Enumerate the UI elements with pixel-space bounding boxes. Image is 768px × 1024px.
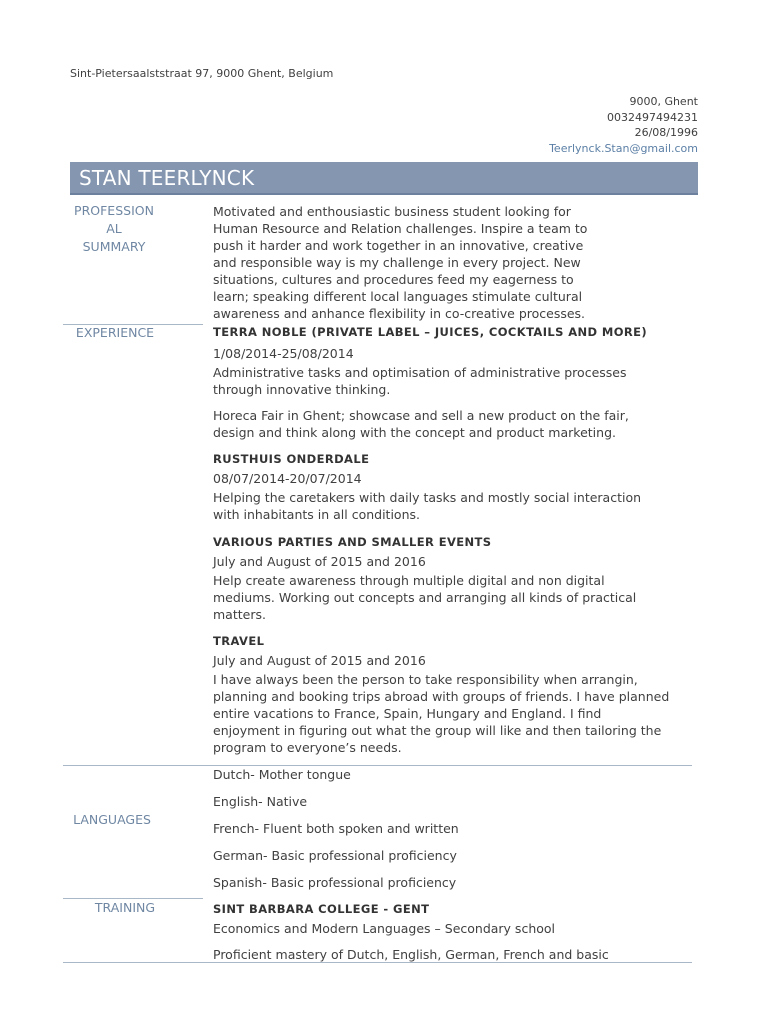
job-description-line: Helping the caretakers with daily tasks and mostly social interaction (213, 490, 642, 505)
contact-birthdate: 26/08/1996 (634, 126, 698, 139)
job-organization: VARIOUS PARTIES AND SMALLER EVENTS (213, 535, 492, 549)
experience-job (213, 633, 703, 756)
job-description (213, 407, 693, 441)
job-description-line: Horeca Fair in Ghent; showcase and sell a new product on the fair, (213, 408, 629, 423)
training-entry (213, 901, 693, 963)
name-banner (70, 162, 698, 195)
job-organization: TRAVEL (213, 634, 265, 648)
summary-label-line: PROFESSION (74, 203, 154, 218)
contact-block (549, 94, 698, 156)
summary-line: Motivated and enthousiastic business student looking for (213, 204, 571, 219)
job-description-line: matters. (213, 607, 266, 622)
job-description-line: enjoyment in figuring out what the group will like and then tailoring the (213, 723, 662, 738)
language-item: German- Basic professional proficiency (213, 848, 457, 863)
summary-label-line: AL (106, 221, 122, 236)
experience-label: EXPERIENCE (75, 325, 155, 340)
summary-label-line: SUMMARY (82, 239, 146, 254)
section-divider (63, 765, 692, 766)
summary-line: learn; speaking different local languages stimulate cultural (213, 289, 583, 304)
job-description (213, 671, 703, 756)
contact-email-link[interactable]: Teerlynck.Stan@gmail.com (549, 141, 698, 155)
job-organization: TERRA NOBLE (PRIVATE LABEL – JUICES, COCKTAILS AND MORE) (213, 325, 648, 339)
job-description (213, 572, 693, 623)
contact-phone: 0032497494231 (607, 110, 698, 124)
job-dates: July and August of 2015 and 2016 (213, 554, 426, 569)
summary-line: awareness and anhance flexibility in co-creative processes. (213, 306, 586, 321)
training-label: TRAINING (94, 900, 156, 915)
training-note: Proficient mastery of Dutch, English, German, French and basic (213, 947, 609, 962)
job-dates: July and August of 2015 and 2016 (213, 653, 426, 668)
job-organization: RUSTHUIS ONDERDALE (213, 452, 370, 466)
job-description-line: I have always been the person to take responsibility when arrangin, (213, 672, 638, 687)
job-description (213, 489, 693, 523)
job-dates: 1/08/2014-25/08/2014 (213, 346, 354, 361)
summary-line: push it harder and work together in an innovative, creative (213, 238, 584, 253)
job-description (213, 364, 693, 398)
language-item: French- Fluent both spoken and written (213, 821, 459, 836)
job-description-line: with inhabitants in all conditions. (213, 507, 420, 522)
contact-city: 9000, Ghent (629, 95, 698, 108)
summary-line: and responsible way is my challenge in every project. New (213, 255, 581, 270)
summary-line: situations, cultures and procedures feed my eagerness to (213, 272, 574, 287)
job-description-line: Help create awareness through multiple digital and non digital (213, 573, 605, 588)
section-divider (63, 962, 692, 963)
job-dates: 08/07/2014-20/07/2014 (213, 471, 362, 486)
job-description-line: mediums. Working out concepts and arranging all kinds of practical (213, 590, 637, 605)
language-item: Spanish- Basic professional proficiency (213, 875, 457, 890)
job-description-line: program to everyone’s needs. (213, 740, 402, 755)
experience-job (213, 451, 693, 523)
job-description-line: Administrative tasks and optimisation of administrative processes (213, 365, 627, 380)
job-description-line: planning and booking trips abroad with groups of friends. I have planned (213, 689, 670, 704)
job-description-line: entire vacations to France, Spain, Hungary and England. I find (213, 706, 602, 721)
job-description-line: design and think along with the concept and product marketing. (213, 425, 616, 440)
language-item: English- Native (213, 794, 308, 809)
languages-label: LANGUAGES (73, 812, 151, 827)
language-item: Dutch- Mother tongue (213, 767, 351, 782)
experience-job (213, 324, 693, 441)
summary-line: Human Resource and Relation challenges. Inspire a team to (213, 221, 588, 236)
address-line: Sint-Pietersaalststraat 97, 9000 Ghent, Belgium (70, 67, 334, 80)
candidate-name: STAN TEERLYNCK (79, 166, 255, 190)
training-school: SINT BARBARA COLLEGE - GENT (213, 902, 430, 916)
summary-label (64, 202, 164, 256)
job-description-line: through innovative thinking. (213, 382, 391, 397)
summary-text (213, 203, 613, 322)
experience-job (213, 534, 693, 623)
training-program: Economics and Modern Languages – Secondary school (213, 921, 556, 936)
